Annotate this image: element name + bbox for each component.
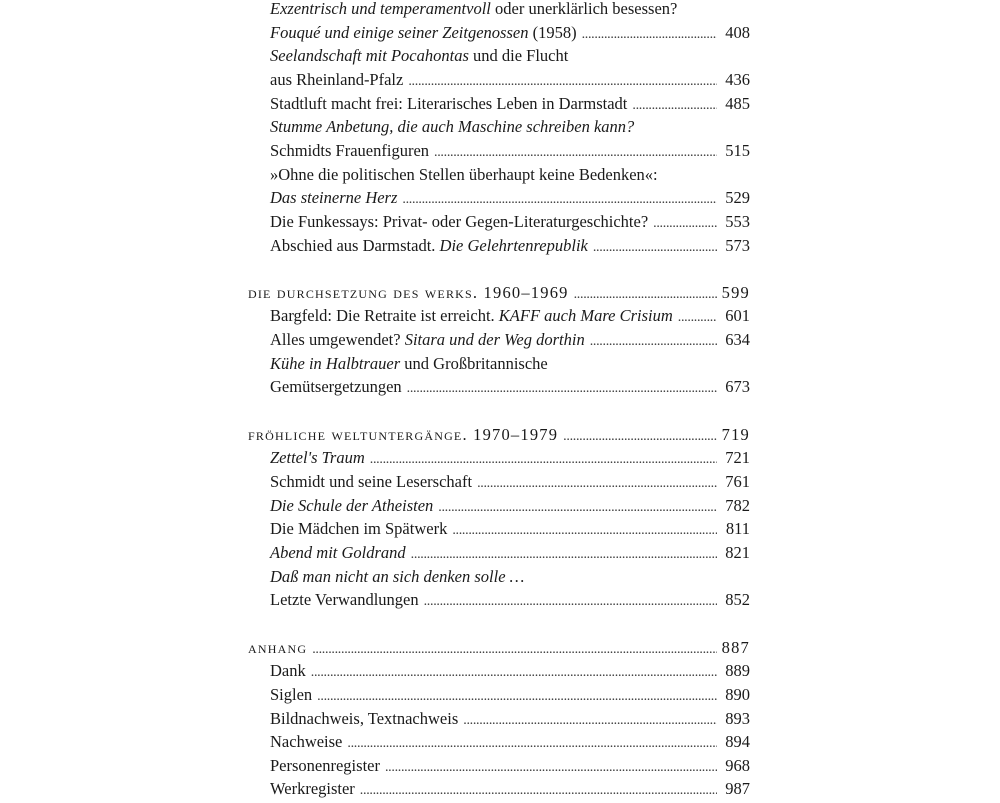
section-heading <box>248 281 750 305</box>
toc-entry-title: Schmidt und seine Leserschaft <box>270 472 473 491</box>
dot-leader <box>452 519 717 543</box>
toc-entry <box>270 21 750 45</box>
dot-leader <box>563 425 716 449</box>
dot-leader <box>317 685 717 709</box>
dot-leader <box>370 448 717 472</box>
dot-leader <box>402 188 717 212</box>
toc-entry <box>270 517 750 541</box>
toc-entry <box>270 163 750 187</box>
dot-leader <box>347 732 717 756</box>
dot-leader <box>407 377 717 401</box>
page-number: 529 <box>725 188 750 208</box>
toc-entry <box>270 210 750 234</box>
toc-entry-title: Stumme Anbetung, die auch Maschine schreiben kann? <box>270 117 635 137</box>
toc-entry <box>270 44 750 68</box>
page-number: 634 <box>725 330 750 350</box>
toc-entry <box>270 446 750 470</box>
toc-entry <box>270 659 750 683</box>
toc-entry <box>270 470 750 494</box>
page-number: 515 <box>725 140 750 160</box>
toc-entry <box>270 328 750 352</box>
toc-entry-title: Seelandschaft mit Pocahontas und die Flucht <box>270 46 569 66</box>
dot-leader <box>411 543 717 567</box>
toc-entry-title: »Ohne die politischen Stellen überhaupt keine Bedenken«: <box>270 164 658 184</box>
toc-entry-title: Bildnachweis, Textnachweis <box>270 708 459 728</box>
toc-entry-title: Die Schule der Atheisten <box>270 495 434 515</box>
dot-leader <box>593 236 717 260</box>
dot-leader <box>408 70 717 94</box>
dot-leader <box>632 94 717 118</box>
dot-leader <box>463 709 717 733</box>
toc-entry <box>270 375 750 399</box>
section-heading <box>248 636 750 660</box>
toc-entry <box>270 186 750 210</box>
toc-entry-title: Fouqué und einige seiner Zeitgenossen (1958) <box>270 22 577 42</box>
page-number: 721 <box>725 448 750 468</box>
page-number: 573 <box>725 235 750 255</box>
section-heading <box>248 423 750 447</box>
page-number: 485 <box>725 93 750 113</box>
dot-leader <box>590 330 717 354</box>
toc-entry-title: Siglen <box>270 684 313 704</box>
toc-entry <box>270 777 750 801</box>
page-number: 894 <box>725 732 750 752</box>
toc-entry <box>270 730 750 754</box>
section-heading-text: die durchsetzung des werks. 1960–1969 <box>248 282 569 302</box>
toc-entry <box>270 588 750 612</box>
toc-entry <box>270 234 750 258</box>
section-heading-text: fröhliche weltuntergänge. 1970–1979 <box>248 424 559 444</box>
dot-leader <box>582 23 717 47</box>
page-number: 893 <box>725 708 750 728</box>
toc-entry-title: Schmidts Frauenfiguren <box>270 140 430 160</box>
page-number: 436 <box>725 69 750 89</box>
toc-entry-title: Abend mit Goldrand <box>270 542 406 562</box>
page-number: 811 <box>725 519 750 539</box>
toc-entry <box>270 754 750 778</box>
toc-entry-title: aus Rheinland-Pfalz <box>270 69 404 89</box>
page-number: 408 <box>725 22 750 42</box>
page-number: 968 <box>725 755 750 775</box>
dot-leader <box>312 638 716 662</box>
page-number: 821 <box>725 542 750 562</box>
toc-entry <box>270 707 750 731</box>
toc-entry-title: Die Funkessays: Privat- oder Gegen-Literaturgeschichte? <box>270 211 649 231</box>
dot-leader <box>653 212 717 236</box>
toc-entry-title: Personenregister <box>270 755 380 775</box>
toc-entry-title: Dank <box>270 661 306 681</box>
toc-entry <box>270 352 750 376</box>
toc-entry-title: Nachweise <box>270 732 343 752</box>
toc-entry <box>270 304 750 328</box>
dot-leader <box>434 141 717 165</box>
toc-entry <box>270 139 750 163</box>
section-heading-text: anhang <box>248 637 308 657</box>
toc-entry <box>270 565 750 589</box>
dot-leader <box>360 779 717 803</box>
toc-entry-title: Kühe in Halbtrauer und Großbritannische <box>270 353 548 373</box>
toc-entry-title: Abschied aus Darmstadt. Die Gelehrtenrepublik <box>270 235 588 255</box>
page-number: 553 <box>725 211 750 231</box>
page-number: 987 <box>725 779 750 799</box>
toc-entry <box>270 683 750 707</box>
page-number: 852 <box>725 590 750 610</box>
toc-entry-title: Alles umgewendet? Sitara und der Weg dorthin <box>270 330 585 350</box>
dot-leader <box>385 756 717 780</box>
page-number: 719 <box>721 424 750 444</box>
toc-entry-title: Exzentrisch und temperamentvoll oder unerklärlich besessen? <box>270 0 678 18</box>
page-number: 761 <box>725 472 750 491</box>
page-number: 599 <box>721 282 750 302</box>
toc-entry-title: Bargfeld: Die Retraite ist erreicht. KAFF auch Mare Crisium <box>270 306 673 326</box>
page-number: 782 <box>725 495 750 515</box>
dot-leader <box>574 283 717 307</box>
toc-entry <box>270 494 750 518</box>
page-number: 889 <box>725 661 750 681</box>
toc-entry <box>270 92 750 116</box>
page-number: 601 <box>725 306 750 326</box>
toc-entry <box>270 115 750 139</box>
toc-entry <box>270 68 750 92</box>
toc-entry-title: Die Mädchen im Spätwerk <box>270 519 448 539</box>
page-number: 887 <box>721 637 750 657</box>
toc-entry <box>270 541 750 565</box>
toc-entry <box>270 0 750 21</box>
dot-leader <box>477 472 717 496</box>
dot-leader <box>424 590 717 614</box>
dot-leader <box>438 496 717 520</box>
toc-entry-title: Gemütsergetzungen <box>270 377 402 397</box>
toc-entry-title: Zettel's Traum <box>270 448 365 468</box>
dot-leader <box>311 661 717 685</box>
page-number: 890 <box>725 684 750 704</box>
dot-leader <box>678 306 717 330</box>
toc-entry-title: Das steinerne Herz <box>270 188 398 208</box>
toc-entry-title: Daß man nicht an sich denken solle … <box>270 566 525 586</box>
toc-entry-title: Letzte Verwandlungen <box>270 590 419 610</box>
toc-entry-title: Werkregister <box>270 779 355 799</box>
page-number: 673 <box>725 377 750 397</box>
toc-entry-title: Stadtluft macht frei: Literarisches Leben in Darmstadt <box>270 93 628 113</box>
